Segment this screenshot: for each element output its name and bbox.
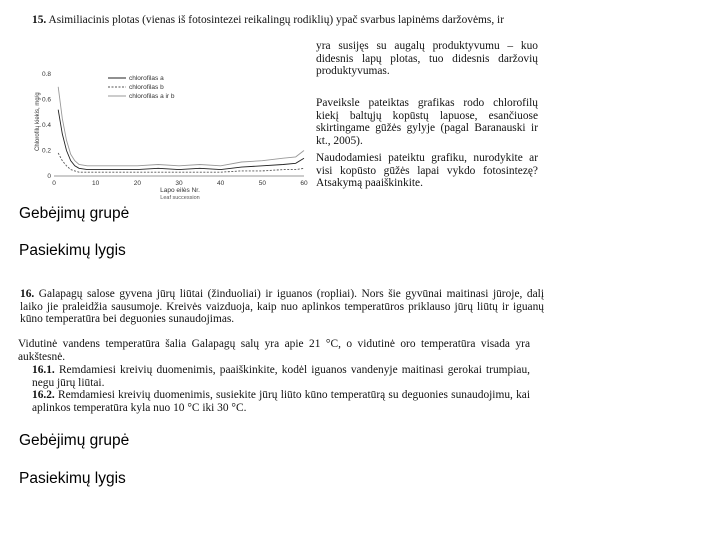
question-15-number: 15. xyxy=(32,14,47,26)
x-tick-label: 10 xyxy=(92,180,100,187)
x-tick-label: 30 xyxy=(175,180,183,187)
question-15-paragraph-2: Paveiksle pateiktas grafikas rodo chlorofilų kiekį baltųjų kopūstų lapuose, esančiuose skirtingame gūžės gylyje (pagal Baranauski ir kt., 2005). xyxy=(316,97,538,147)
question-16-1-number: 16.1. xyxy=(32,364,55,376)
chart-xlabel-2: Leaf succession xyxy=(160,195,200,201)
y-axis-ticks xyxy=(42,71,51,180)
question-15-lead xyxy=(32,14,538,27)
x-tick-label: 40 xyxy=(217,180,225,187)
question-16-number: 16. xyxy=(20,288,35,300)
ability-group-heading-2: Gebėjimų grupė xyxy=(19,432,130,449)
y-tick-label: 0.2 xyxy=(41,147,51,155)
x-tick-label: 60 xyxy=(300,180,308,187)
question-16-1 xyxy=(32,364,530,389)
chart-series xyxy=(58,87,304,172)
chart-xlabel: Lapo eilės Nr. xyxy=(160,187,200,194)
x-tick-label: 20 xyxy=(133,180,141,187)
x-tick-label: 0 xyxy=(52,180,56,187)
question-16-intro xyxy=(20,288,544,326)
y-tick-label: 0 xyxy=(47,173,51,180)
ability-group-heading-1: Gebėjimų grupė xyxy=(19,205,130,222)
x-axis-ticks xyxy=(52,180,308,187)
legend-label: chlorofilas a xyxy=(129,75,164,82)
question-16-2 xyxy=(32,389,530,414)
series-line xyxy=(58,87,304,166)
chart-ylabel: Chlorofilų kiekis, mg/g xyxy=(35,92,41,151)
legend-label: chlorofilas a ir b xyxy=(129,93,175,100)
question-15-lead-text: Asimiliacinis plotas (vienas iš fotosintezei reikalingų rodiklių) ypač svarbus lapinėms daržovėms, ir xyxy=(48,14,504,26)
y-tick-label: 0.6 xyxy=(41,96,51,104)
series-line xyxy=(58,110,304,170)
chlorophyll-chart xyxy=(30,56,314,202)
question-16-2-text: Remdamiesi kreivių duomenimis, susiekite jūrų liūto kūno temperatūrą su deguonies sunaudojimu, kai aplinkos temperatūra kyla nuo 10 °C iki 30 °C. xyxy=(32,389,531,414)
question-16-1-text: Remdamiesi kreivių duomenimis, paaiškinkite, kodėl iguanos vandenyje maitinasi gerokai trumpiau, negu jūrų liūtai. xyxy=(32,364,530,389)
question-16-intro-text: Galapagų salose gyvena jūrų liūtai (žinduoliai) ir iguanos (ropliai). Nors šie gyvūnai maitinasi jūroje, dalį laiko jie praleidžia sausumoje. Kreivės vaizduoja, kaip nuo aplinkos temperatūros priklauso jūrų liūtų ir iguanų kūno temperatūra bei deguonies sunaudojimas. xyxy=(20,288,544,326)
y-tick-label: 0.4 xyxy=(41,122,51,129)
y-tick-label: 0.8 xyxy=(41,71,51,78)
question-16-block xyxy=(18,288,546,418)
achievement-level-heading-1: Pasiekimų lygis xyxy=(19,242,126,259)
x-tick-label: 50 xyxy=(258,180,266,187)
achievement-level-heading-2: Pasiekimų lygis xyxy=(19,470,126,487)
question-15-block xyxy=(14,12,538,201)
question-16-2-number: 16.2. xyxy=(32,389,55,401)
legend-label: chlorofilas b xyxy=(129,84,164,91)
question-16-climate: Vidutinė vandens temperatūra šalia Galapagų salų yra apie 21 °C, o vidutinė oro temperatūra visada yra aukštesnė. xyxy=(18,338,530,363)
question-15-paragraph-1: yra susijęs su augalų produktyvumu – kuo didesnis lapų plotas, tuo didesnis daržovių produktyvumas. xyxy=(316,40,538,78)
chart-legend xyxy=(108,75,175,100)
question-15-paragraph-3: Naudodamiesi pateiktu grafiku, nurodykite ar visi kopūsto gūžės lapai vykdo fotosintezę? Atsakymą paaiškinkite. xyxy=(316,152,538,190)
